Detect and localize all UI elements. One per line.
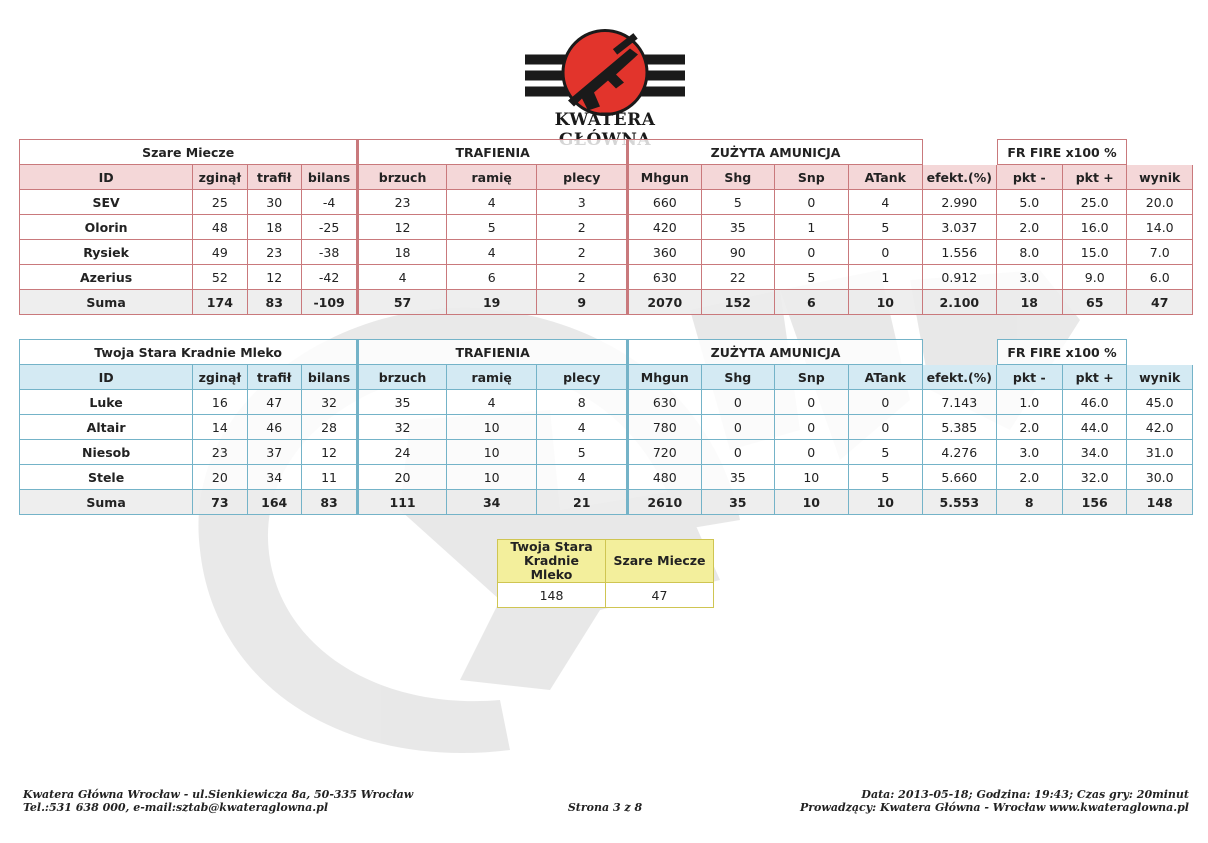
column-header: efekt.(%) bbox=[923, 365, 996, 390]
stat-cell: 5.553 bbox=[923, 490, 996, 515]
stat-cell: 0.912 bbox=[923, 265, 996, 290]
player-name: SEV bbox=[19, 190, 193, 215]
stat-cell: 780 bbox=[627, 415, 702, 440]
stat-cell: 5 bbox=[849, 440, 924, 465]
stat-cell: -25 bbox=[302, 215, 357, 240]
stat-cell: 4 bbox=[447, 240, 538, 265]
stat-cell: 30.0 bbox=[1127, 465, 1193, 490]
stat-cell: 12 bbox=[302, 440, 357, 465]
stat-cell: 4 bbox=[447, 190, 538, 215]
stat-cell: 5 bbox=[849, 215, 924, 240]
column-header: trafił bbox=[248, 365, 302, 390]
stat-cell: 18 bbox=[357, 240, 447, 265]
footer-date-line: Data: 2013-05-18; Godzina: 19:43; Czas gry: 20minut bbox=[861, 788, 1189, 801]
team-name: Szare Miecze bbox=[19, 139, 357, 165]
group-fr-fire: FR FIRE x100 % bbox=[997, 139, 1128, 165]
table-header-row bbox=[19, 365, 1193, 390]
stat-cell: 28 bbox=[302, 415, 357, 440]
stat-cell: 46.0 bbox=[1063, 390, 1127, 415]
group-ammo: ZUŻYTA AMUNICJA bbox=[627, 139, 923, 165]
stat-cell: 42.0 bbox=[1127, 415, 1193, 440]
stat-cell: 10 bbox=[849, 290, 924, 315]
stat-cell: -42 bbox=[302, 265, 357, 290]
stat-cell: 90 bbox=[702, 240, 775, 265]
page-number: Strona 3 z 8 bbox=[567, 801, 643, 814]
stat-cell: 630 bbox=[627, 390, 702, 415]
stat-cell: 12 bbox=[248, 265, 302, 290]
stat-cell: 5 bbox=[849, 465, 924, 490]
stat-cell: 5 bbox=[447, 215, 538, 240]
stat-cell: -4 bbox=[302, 190, 357, 215]
table-row bbox=[19, 215, 1193, 240]
table-row bbox=[19, 190, 1193, 215]
group-hits: TRAFIENIA bbox=[357, 139, 627, 165]
stat-cell: 156 bbox=[1063, 490, 1127, 515]
stat-cell: 35 bbox=[357, 390, 447, 415]
column-header: bilans bbox=[302, 365, 357, 390]
group-fr-fire: FR FIRE x100 % bbox=[997, 339, 1128, 365]
stat-cell: 5 bbox=[537, 440, 627, 465]
stat-cell: 24 bbox=[357, 440, 447, 465]
stat-cell: 83 bbox=[248, 290, 302, 315]
player-name: Olorin bbox=[19, 215, 193, 240]
column-header: bilans bbox=[302, 165, 357, 190]
summary-header-team-1: Twoja Stara Kradnie Mleko bbox=[498, 540, 606, 583]
stat-cell: -38 bbox=[302, 240, 357, 265]
stat-cell: 32.0 bbox=[1063, 465, 1127, 490]
stat-cell: 5.385 bbox=[923, 415, 996, 440]
stat-cell: 21 bbox=[537, 490, 627, 515]
table-row bbox=[19, 390, 1193, 415]
stat-cell: 16.0 bbox=[1063, 215, 1127, 240]
stat-cell: 6 bbox=[775, 290, 848, 315]
table-row bbox=[19, 465, 1193, 490]
table-sum-row bbox=[19, 490, 1193, 515]
column-header: ATank bbox=[849, 365, 924, 390]
stat-cell: 152 bbox=[702, 290, 775, 315]
stat-cell: 52 bbox=[193, 265, 247, 290]
stat-cell: 0 bbox=[775, 440, 848, 465]
column-header: trafił bbox=[248, 165, 302, 190]
player-name: Azerius bbox=[19, 265, 193, 290]
column-header: wynik bbox=[1127, 365, 1193, 390]
column-header: plecy bbox=[537, 165, 627, 190]
stat-cell: 0 bbox=[849, 390, 924, 415]
stat-cell: 46 bbox=[248, 415, 302, 440]
stat-cell: 22 bbox=[702, 265, 775, 290]
stat-cell: 2.100 bbox=[923, 290, 996, 315]
team-stats-table-szare-miecze bbox=[19, 139, 1193, 315]
summary-score-team-2: 47 bbox=[606, 583, 714, 608]
stat-cell: 720 bbox=[627, 440, 702, 465]
stat-cell: 2.0 bbox=[997, 465, 1063, 490]
group-ammo: ZUŻYTA AMUNICJA bbox=[627, 339, 923, 365]
stat-cell: 16 bbox=[193, 390, 247, 415]
stat-cell: 2.990 bbox=[923, 190, 996, 215]
stat-cell: 1.556 bbox=[923, 240, 996, 265]
stat-cell: -109 bbox=[302, 290, 357, 315]
stat-cell: 2610 bbox=[627, 490, 702, 515]
stat-cell: 8.0 bbox=[997, 240, 1063, 265]
stat-cell: 32 bbox=[357, 415, 447, 440]
stat-cell: 20 bbox=[357, 465, 447, 490]
stat-cell: 19 bbox=[447, 290, 538, 315]
stat-cell: 3 bbox=[537, 190, 627, 215]
stat-cell: 8 bbox=[997, 490, 1063, 515]
stat-cell: 83 bbox=[302, 490, 357, 515]
stat-cell: 4.276 bbox=[923, 440, 996, 465]
column-header: ID bbox=[19, 365, 193, 390]
table-sum-row bbox=[19, 290, 1193, 315]
column-header: ramię bbox=[447, 365, 538, 390]
stat-cell: 6.0 bbox=[1127, 265, 1193, 290]
column-header: pkt + bbox=[1063, 365, 1127, 390]
stat-cell: 148 bbox=[1127, 490, 1193, 515]
footer-address-line: Kwatera Główna Wrocław - ul.Sienkiewicza 8a, 50-335 Wrocław bbox=[23, 788, 414, 801]
summary-header-team-2: Szare Miecze bbox=[606, 540, 714, 583]
footer-organizer-line: Prowadzący: Kwatera Główna - Wrocław www.kwateraglowna.pl bbox=[799, 801, 1189, 814]
column-header: pkt + bbox=[1063, 165, 1127, 190]
final-score-table bbox=[497, 539, 714, 608]
column-header: zginął bbox=[193, 165, 247, 190]
stat-cell: 1.0 bbox=[997, 390, 1063, 415]
stat-cell: 4 bbox=[537, 415, 627, 440]
column-header: wynik bbox=[1127, 165, 1193, 190]
player-name: Rysiek bbox=[19, 240, 193, 265]
stat-cell: 6 bbox=[447, 265, 538, 290]
stat-cell: 7.0 bbox=[1127, 240, 1193, 265]
stat-cell: 0 bbox=[775, 415, 848, 440]
player-name: Suma bbox=[19, 290, 193, 315]
player-name: Stele bbox=[19, 465, 193, 490]
stat-cell: 48 bbox=[193, 215, 247, 240]
stat-cell: 1 bbox=[849, 265, 924, 290]
stat-cell: 420 bbox=[627, 215, 702, 240]
column-header: brzuch bbox=[357, 365, 447, 390]
stat-cell: 3.0 bbox=[997, 265, 1063, 290]
stat-cell: 73 bbox=[193, 490, 247, 515]
stat-cell: 4 bbox=[537, 465, 627, 490]
column-header: brzuch bbox=[357, 165, 447, 190]
stat-cell: 2.0 bbox=[997, 415, 1063, 440]
player-name: Suma bbox=[19, 490, 193, 515]
column-header: Mhgun bbox=[627, 365, 702, 390]
stat-cell: 25.0 bbox=[1063, 190, 1127, 215]
stat-cell: 20 bbox=[193, 465, 247, 490]
stat-cell: 5.660 bbox=[923, 465, 996, 490]
column-header: plecy bbox=[537, 365, 627, 390]
stat-cell: 23 bbox=[248, 240, 302, 265]
stat-cell: 37 bbox=[248, 440, 302, 465]
stat-cell: 0 bbox=[775, 190, 848, 215]
table-row bbox=[19, 415, 1193, 440]
column-header: ramię bbox=[447, 165, 538, 190]
table-header-row bbox=[19, 165, 1193, 190]
stat-cell: 34 bbox=[248, 465, 302, 490]
stat-cell: 8 bbox=[537, 390, 627, 415]
stat-cell: 14.0 bbox=[1127, 215, 1193, 240]
stat-cell: 18 bbox=[248, 215, 302, 240]
stat-cell: 660 bbox=[627, 190, 702, 215]
stat-cell: 7.143 bbox=[923, 390, 996, 415]
stat-cell: 15.0 bbox=[1063, 240, 1127, 265]
table-row bbox=[19, 265, 1193, 290]
stat-cell: 4 bbox=[447, 390, 538, 415]
stat-cell: 35 bbox=[702, 490, 775, 515]
summary-score-team-1: 148 bbox=[498, 583, 606, 608]
column-header: Shg bbox=[702, 165, 775, 190]
stat-cell: 5.0 bbox=[997, 190, 1063, 215]
stat-cell: 10 bbox=[775, 490, 848, 515]
stat-cell: 2070 bbox=[627, 290, 702, 315]
column-header: efekt.(%) bbox=[923, 165, 996, 190]
stat-cell: 47 bbox=[248, 390, 302, 415]
stat-cell: 2.0 bbox=[997, 215, 1063, 240]
stat-cell: 174 bbox=[193, 290, 247, 315]
stat-cell: 23 bbox=[357, 190, 447, 215]
stat-cell: 4 bbox=[849, 190, 924, 215]
column-header: Snp bbox=[775, 165, 848, 190]
player-name: Niesob bbox=[19, 440, 193, 465]
stat-cell: 0 bbox=[849, 415, 924, 440]
table-row bbox=[19, 440, 1193, 465]
stat-cell: 23 bbox=[193, 440, 247, 465]
stat-cell: 49 bbox=[193, 240, 247, 265]
stat-cell: 0 bbox=[702, 415, 775, 440]
team-name: Twoja Stara Kradnie Mleko bbox=[19, 339, 357, 365]
column-header: Shg bbox=[702, 365, 775, 390]
stat-cell: 10 bbox=[447, 415, 538, 440]
stat-cell: 9 bbox=[537, 290, 627, 315]
column-header: Snp bbox=[775, 365, 848, 390]
stat-cell: 0 bbox=[775, 390, 848, 415]
stat-cell: 11 bbox=[302, 465, 357, 490]
table-row bbox=[19, 240, 1193, 265]
stat-cell: 1 bbox=[775, 215, 848, 240]
stat-cell: 20.0 bbox=[1127, 190, 1193, 215]
stat-cell: 35 bbox=[702, 215, 775, 240]
stat-cell: 45.0 bbox=[1127, 390, 1193, 415]
stat-cell: 3.037 bbox=[923, 215, 996, 240]
stat-cell: 2 bbox=[537, 240, 627, 265]
column-header: zginął bbox=[193, 365, 247, 390]
stat-cell: 57 bbox=[357, 290, 447, 315]
stat-cell: 0 bbox=[775, 240, 848, 265]
stat-cell: 164 bbox=[248, 490, 302, 515]
stat-cell: 3.0 bbox=[997, 440, 1063, 465]
stat-cell: 10 bbox=[447, 465, 538, 490]
stat-cell: 35 bbox=[702, 465, 775, 490]
footer-game-info bbox=[800, 788, 1189, 814]
stat-cell: 25 bbox=[193, 190, 247, 215]
column-header: Mhgun bbox=[627, 165, 702, 190]
column-header: pkt - bbox=[997, 365, 1063, 390]
stat-cell: 12 bbox=[357, 215, 447, 240]
stat-cell: 10 bbox=[849, 490, 924, 515]
stat-cell: 34.0 bbox=[1063, 440, 1127, 465]
stat-cell: 0 bbox=[702, 440, 775, 465]
player-name: Altair bbox=[19, 415, 193, 440]
stat-cell: 14 bbox=[193, 415, 247, 440]
stat-cell: 18 bbox=[997, 290, 1063, 315]
stat-cell: 0 bbox=[849, 240, 924, 265]
stat-cell: 32 bbox=[302, 390, 357, 415]
stat-cell: 5 bbox=[775, 265, 848, 290]
stat-cell: 0 bbox=[702, 390, 775, 415]
footer-address bbox=[23, 788, 413, 814]
stat-cell: 31.0 bbox=[1127, 440, 1193, 465]
column-header: pkt - bbox=[997, 165, 1063, 190]
stat-cell: 360 bbox=[627, 240, 702, 265]
stat-cell: 65 bbox=[1063, 290, 1127, 315]
group-hits: TRAFIENIA bbox=[357, 339, 627, 365]
footer-contact-line: Tel.:531 638 000, e-mail:sztab@kwateraglowna.pl bbox=[23, 801, 329, 814]
stat-cell: 34 bbox=[447, 490, 538, 515]
stat-cell: 10 bbox=[447, 440, 538, 465]
stat-cell: 480 bbox=[627, 465, 702, 490]
stat-cell: 10 bbox=[775, 465, 848, 490]
stat-cell: 4 bbox=[357, 265, 447, 290]
logo-title: KWATERA bbox=[554, 110, 656, 130]
stat-cell: 9.0 bbox=[1063, 265, 1127, 290]
stat-cell: 5 bbox=[702, 190, 775, 215]
player-name: Luke bbox=[19, 390, 193, 415]
team-stats-table-twoja-stara bbox=[19, 339, 1193, 515]
stat-cell: 2 bbox=[537, 215, 627, 240]
stat-cell: 47 bbox=[1127, 290, 1193, 315]
stat-cell: 44.0 bbox=[1063, 415, 1127, 440]
stat-cell: 2 bbox=[537, 265, 627, 290]
column-header: ATank bbox=[849, 165, 924, 190]
stat-cell: 630 bbox=[627, 265, 702, 290]
stat-cell: 30 bbox=[248, 190, 302, 215]
stat-cell: 111 bbox=[357, 490, 447, 515]
column-header: ID bbox=[19, 165, 193, 190]
